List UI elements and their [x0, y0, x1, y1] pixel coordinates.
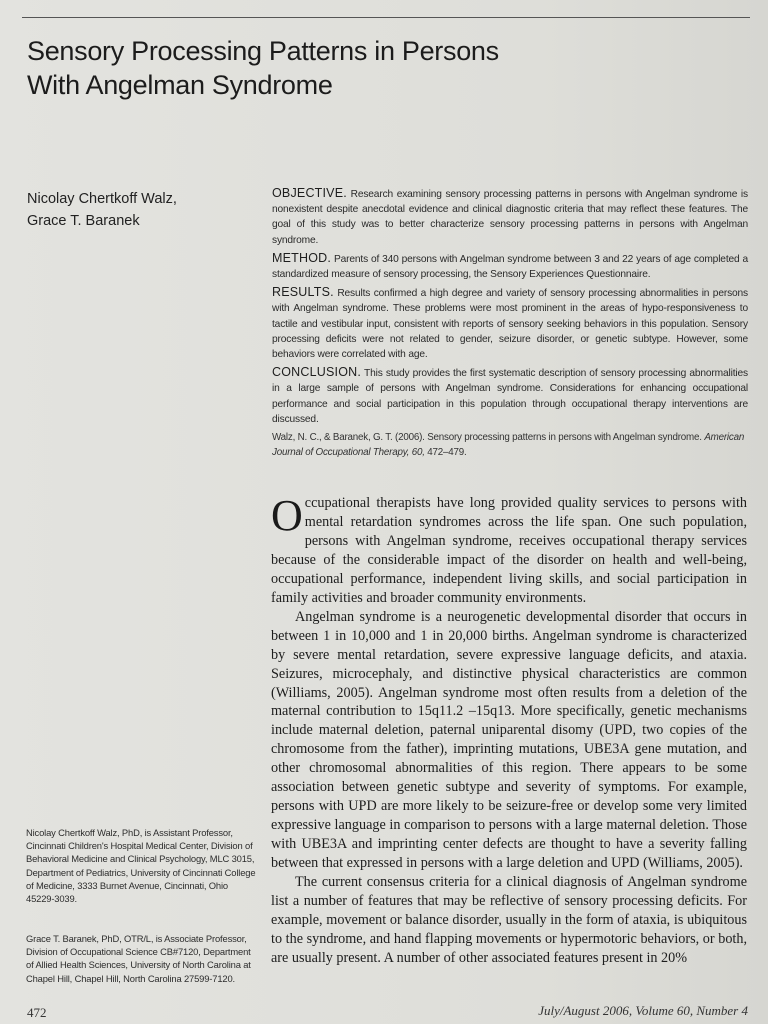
abstract-method — [272, 251, 748, 282]
abstract-results — [272, 285, 748, 362]
drop-cap: O — [271, 491, 303, 540]
conclusion-text: This study provides the first systematic description of sensory processing abnormalities in a large sample of persons with Angelman syndrome. Considerations for enhancing occupational performance and social participation in this population through occupational therapy interventions are discussed. — [272, 368, 749, 425]
conclusion-heading: CONCLUSION. — [272, 365, 362, 380]
body-paragraph: Angelman syndrome is a neurogenetic developmental disorder that occurs in between 1 in 10,000 and 1 in 20,000 births. Angelman syndrome is characterized by severe mental retardation, severe expressive language deficits, and ataxia. Seizures, microcephaly, and distinctive physical characteristics are common (Williams, 2005). Angelman syndrome most often results from a deletion of the maternal contribution to 15q11.2 –15q13. More specifically, genetic mechanisms include maternal deletion, paternal uniparental disomy (UPD, two copies of the chromosome from the father), imprinting mutations, UBE3A gene mutation, and other chromosomal abnormalities of this region. There appears to be some association between genetic subtype and severity of symptoms. For example, persons with UPD are more likely to be seizure-free or develop some very limited expressive language in comparison to persons with a large maternal deletion. Those with UBE3A and imprinting center defects are thought to have a severity falling between that expressed in persons with a large deletion and UPD (Williams, 2005). — [271, 608, 747, 872]
body-paragraph — [271, 491, 747, 608]
body-paragraph: The current consensus criteria for a clinical diagnosis of Angelman syndrome list a number of features that may be reflective of sensory processing deficits. For example, movement or balance disorder, usually in the form of ataxia, is ubiquitous to the syndrome, and hand flapping movements or hypermotoric behaviors, or both, are usually present. A number of other associated features present in 20% — [271, 874, 747, 966]
results-heading: RESULTS. — [272, 285, 334, 300]
abstract-conclusion — [272, 365, 748, 427]
results-text: Results confirmed a high degree and variety of sensory processing abnormalities in persons with Angelman syndrome. These problems were most prominent in the areas of hypo-responsiveness to tactile and vestibular input, consistent with reports of sensory seeking behaviors in this population. Sensory processing deficits were not related to gender, seizure disorder, or genetic subtype. However, some behaviors were correlated with age. — [272, 288, 748, 361]
journal-issue: July/August 2006, Volume 60, Number 4 — [538, 1003, 748, 1018]
objective-heading: OBJECTIVE. — [272, 186, 347, 200]
abstract-objective — [272, 186, 748, 248]
article-title — [27, 34, 547, 102]
citation — [272, 430, 748, 460]
objective-text: Research examining sensory processing patterns in persons with Angelman syndrome is nonexistent despite anecdotal evidence and clinical diagnostic criteria that may reflect these features. The goal of this study was to better characterize sensory processing patterns in persons with Angelman syndrome. — [272, 189, 748, 246]
top-rule — [22, 17, 750, 18]
citation-journal: American Journal of Occupational Therapy, 60, — [272, 432, 745, 458]
method-heading: METHOD. — [272, 250, 332, 265]
citation-text: Walz, N. C., & Baranek, G. T. (2006). Sensory processing patterns in persons with Angelman syndrome. — [272, 432, 702, 443]
citation-pages: 472–479. — [427, 447, 467, 458]
page-number: 472 — [27, 1005, 47, 1020]
title-line-1: Sensory Processing Patterns in Persons — [27, 36, 499, 66]
author-baranek: Grace T. Baranek — [27, 213, 140, 229]
title-line-2: With Angelman Syndrome — [27, 70, 333, 100]
affiliation-walz: Nicolay Chertkoff Walz, PhD, is Assistant Professor, Cincinnati Children's Hospital Medical Center, Division of Behavioral Medicine and Clinical Psychology, MLC 3015, Department of Pediatrics, University of Cincinnati College of Medicine, 3333 Burnet Avenue, Cincinnati, Ohio 45229-3039. — [26, 827, 256, 905]
body-paragraph-1-text: ccupational therapists have long provided quality services to persons with mental retardation syndromes across the life span. One such population, persons with Angelman syndrome, receives occupational therapy services because of the considerable impact of the disorder on health and well-being, occupational performance, independent living skills, and social participation in family activities and broader community environments. — [271, 495, 747, 606]
affiliation-baranek: Grace T. Baranek, PhD, OTR/L, is Associate Professor, Division of Occupational Science CB#7120, Department of Allied Health Sciences, University of North Carolina at Chapel Hill, Chapel Hill, North Carolina 27599-7120. — [26, 933, 251, 984]
author-walz: Nicolay Chertkoff Walz, — [27, 191, 177, 207]
author-list — [27, 188, 177, 232]
abstract — [272, 186, 748, 430]
article-body — [271, 491, 747, 968]
method-text: Parents of 340 persons with Angelman syndrome between 3 and 22 years of age completed a standardized measure of sensory processing, the Sensory Experiences Questionnaire. — [272, 253, 748, 281]
